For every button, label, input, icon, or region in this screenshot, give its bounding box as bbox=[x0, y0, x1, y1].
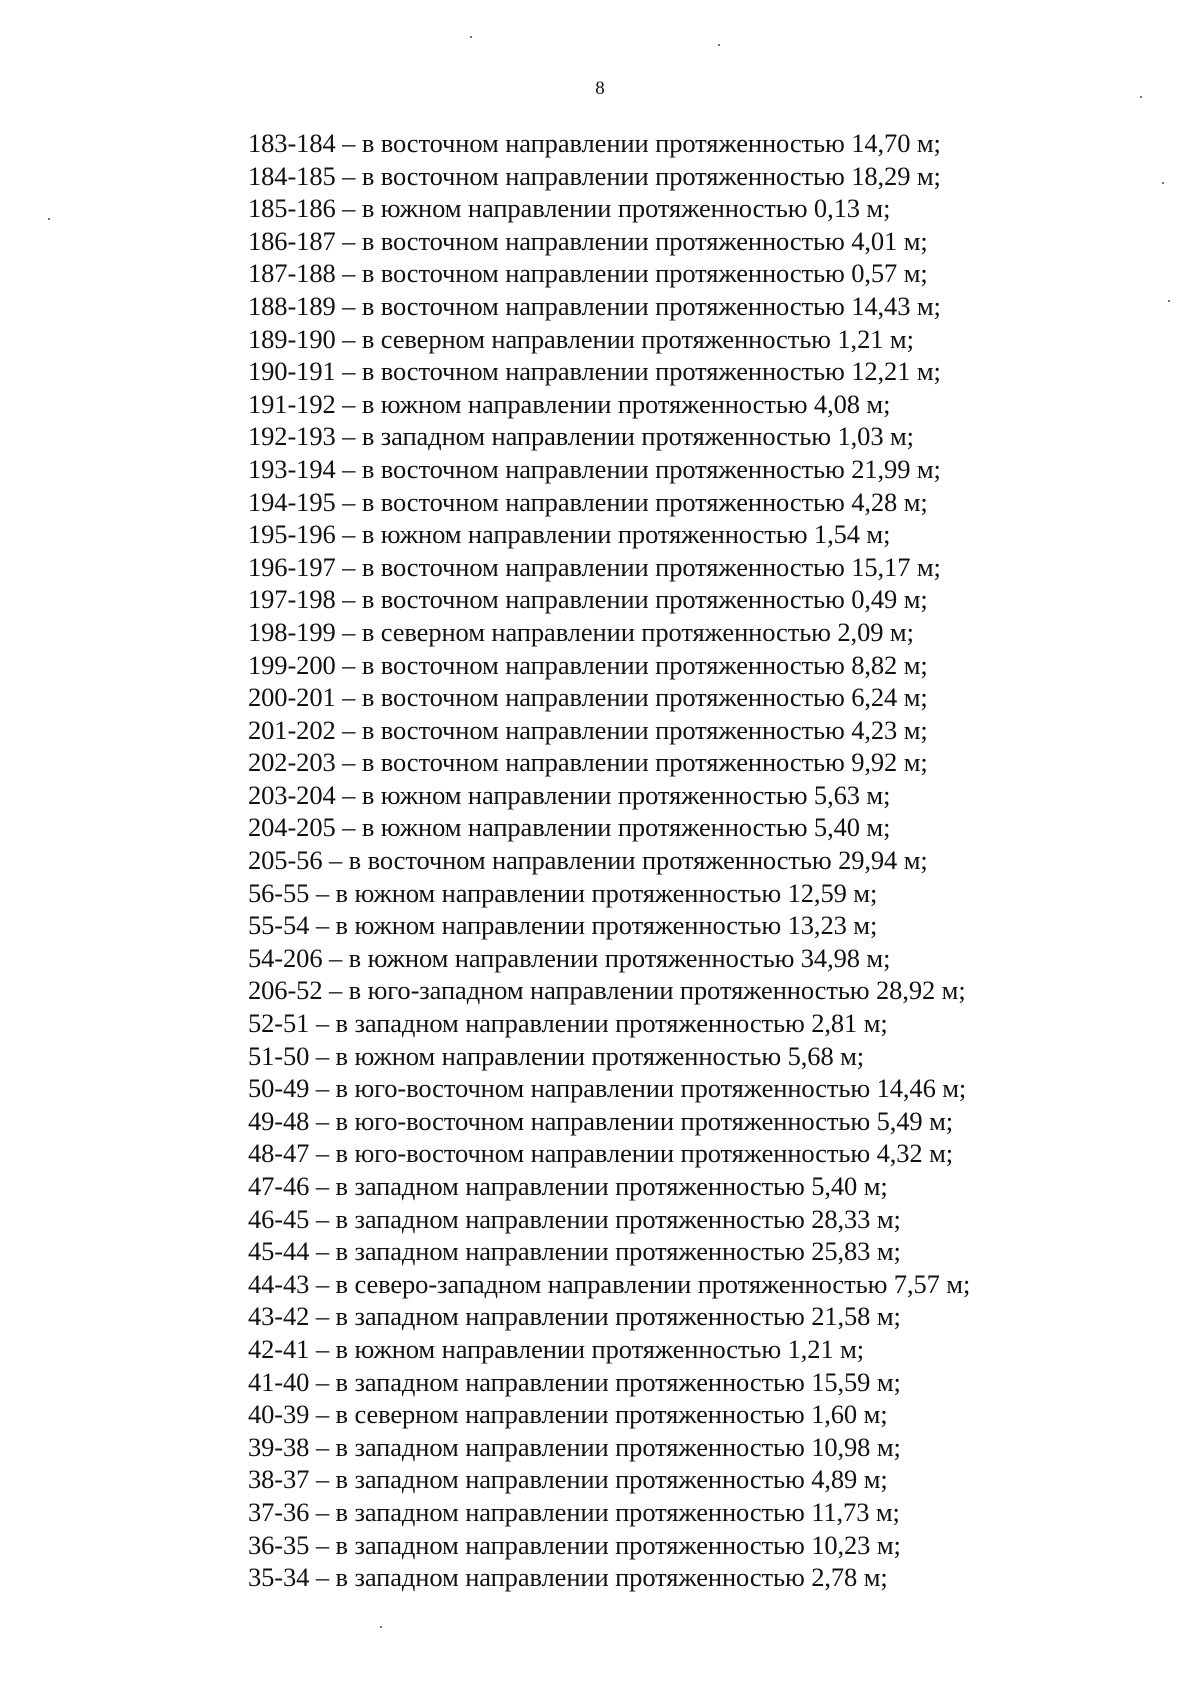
page-number: 8 bbox=[595, 78, 605, 99]
scan-speck bbox=[380, 1626, 382, 1628]
boundary-segment-line: 49-48 – в юго-восточном направлении протяженностью 5,49 м; bbox=[248, 1105, 954, 1136]
boundary-segment-line: 38-37 – в западном направлении протяженностью 4,89 м; bbox=[248, 1464, 888, 1495]
scan-speck bbox=[1168, 300, 1170, 302]
boundary-segment-line: 200-201 – в восточном направлении протяженностью 6,24 м; bbox=[248, 682, 928, 713]
boundary-segment-line: 188-189 – в восточном направлении протяженностью 14,43 м; bbox=[248, 290, 941, 321]
boundary-segment-line: 190-191 – в восточном направлении протяженностью 12,21 м; bbox=[248, 356, 941, 387]
boundary-segment-list bbox=[248, 127, 1148, 1594]
boundary-segment-line: 47-46 – в западном направлении протяженностью 5,40 м; bbox=[248, 1171, 888, 1201]
scan-speck bbox=[470, 36, 472, 38]
boundary-segment-line: 35-34 – в западном направлении протяженностью 2,78 м; bbox=[248, 1562, 888, 1593]
boundary-segment-line: 202-203 – в восточном направлении протяженностью 9,92 м; bbox=[248, 747, 928, 778]
boundary-segment-line: 56-55 – в южном направлении протяженностью 12,59 м; bbox=[248, 877, 878, 908]
boundary-segment-line: 55-54 – в южном направлении протяженностью 13,23 м; bbox=[248, 910, 878, 941]
boundary-segment-line: 39-38 – в западном направлении протяженностью 10,98 м; bbox=[248, 1431, 901, 1462]
boundary-segment-line: 192-193 – в западном направлении протяженностью 1,03 м; bbox=[248, 421, 914, 452]
boundary-segment-line: 36-35 – в западном направлении протяженностью 10,23 м; bbox=[248, 1529, 901, 1560]
boundary-segment-line: 50-49 – в юго-восточном направлении протяженностью 14,46 м; bbox=[248, 1073, 967, 1104]
boundary-segment-line: 40-39 – в северном направлении протяженностью 1,60 м; bbox=[248, 1399, 888, 1430]
boundary-segment-line: 198-199 – в северном направлении протяженностью 2,09 м; bbox=[248, 616, 914, 647]
boundary-segment-line: 197-198 – в восточном направлении протяженностью 0,49 м; bbox=[248, 584, 928, 615]
boundary-segment-line: 183-184 – в восточном направлении протяженностью 14,70 м; bbox=[248, 128, 941, 158]
boundary-segment-line: 199-200 – в восточном направлении протяженностью 8,82 м; bbox=[248, 649, 928, 680]
scan-speck bbox=[718, 44, 720, 46]
boundary-segment-line: 196-197 – в восточном направлении протяженностью 15,17 м; bbox=[248, 551, 941, 582]
boundary-segment-line: 201-202 – в восточном направлении протяженностью 4,23 м; bbox=[248, 714, 928, 745]
boundary-segment-line: 189-190 – в северном направлении протяженностью 1,21 м; bbox=[248, 323, 914, 354]
boundary-segment-line: 52-51 – в западном направлении протяженностью 2,81 м; bbox=[248, 1008, 888, 1039]
boundary-segment-line: 42-41 – в южном направлении протяженностью 1,21 м; bbox=[248, 1333, 865, 1364]
boundary-segment-line: 206-52 – в юго-западном направлении протяженностью 28,92 м; bbox=[248, 975, 966, 1006]
boundary-segment-line: 185-186 – в южном направлении протяженностью 0,13 м; bbox=[248, 193, 891, 224]
scan-speck bbox=[1162, 182, 1164, 184]
boundary-segment-line: 194-195 – в восточном направлении протяженностью 4,28 м; bbox=[248, 486, 928, 517]
boundary-segment-line: 46-45 – в западном направлении протяженностью 28,33 м; bbox=[248, 1203, 901, 1234]
boundary-segment-line: 54-206 – в южном направлении протяженностью 34,98 м; bbox=[248, 942, 891, 973]
boundary-segment-line: 43-42 – в западном направлении протяженностью 21,58 м; bbox=[248, 1301, 901, 1332]
boundary-segment-line: 195-196 – в южном направлении протяженностью 1,54 м; bbox=[248, 519, 891, 550]
boundary-segment-line: 187-188 – в восточном направлении протяженностью 0,57 м; bbox=[248, 258, 928, 289]
scan-speck bbox=[48, 218, 50, 220]
boundary-segment-line: 191-192 – в южном направлении протяженностью 4,08 м; bbox=[248, 388, 891, 419]
boundary-segment-line: 186-187 – в восточном направлении протяженностью 4,01 м; bbox=[248, 225, 928, 256]
boundary-segment-line: 37-36 – в западном направлении протяженностью 11,73 м; bbox=[248, 1496, 900, 1527]
boundary-segment-line: 184-185 – в восточном направлении протяженностью 18,29 м; bbox=[248, 160, 941, 191]
boundary-segment-line: 48-47 – в юго-восточном направлении протяженностью 4,32 м; bbox=[248, 1138, 954, 1169]
boundary-segment-line: 41-40 – в западном направлении протяженностью 15,59 м; bbox=[248, 1366, 901, 1397]
boundary-segment-line: 44-43 – в северо-западном направлении протяженностью 7,57 м; bbox=[248, 1268, 971, 1299]
boundary-segment-line: 204-205 – в южном направлении протяженностью 5,40 м; bbox=[248, 812, 891, 843]
boundary-segment-line: 203-204 – в южном направлении протяженностью 5,63 м; bbox=[248, 779, 891, 810]
boundary-segment-line: 45-44 – в западном направлении протяженностью 25,83 м; bbox=[248, 1236, 901, 1267]
scan-speck bbox=[1140, 96, 1142, 98]
boundary-segment-line: 51-50 – в южном направлении протяженностью 5,68 м; bbox=[248, 1040, 865, 1071]
boundary-segment-line: 193-194 – в восточном направлении протяженностью 21,99 м; bbox=[248, 453, 941, 484]
boundary-segment-line: 205-56 – в восточном направлении протяженностью 29,94 м; bbox=[248, 845, 928, 876]
